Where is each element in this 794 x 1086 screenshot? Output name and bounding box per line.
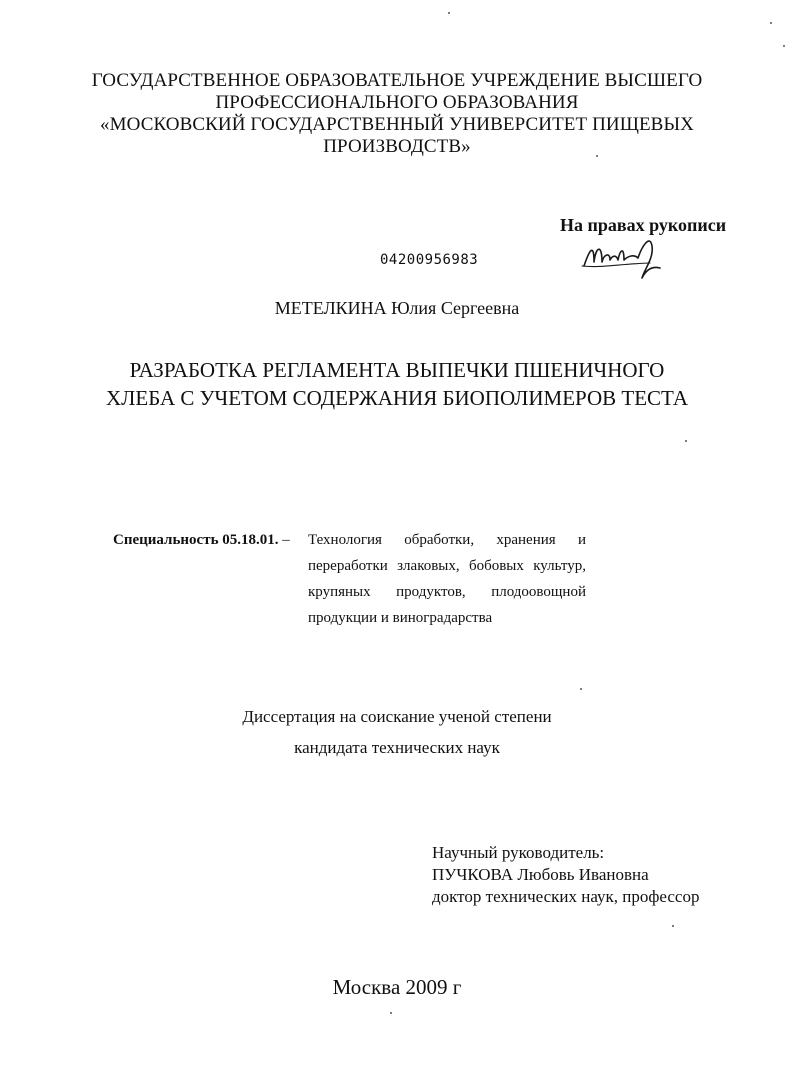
degree-line-2: кандидата технических наук (294, 738, 500, 757)
scan-speck (783, 45, 785, 47)
advisor-block (432, 842, 699, 908)
scan-speck (390, 1012, 392, 1014)
specialty-label (113, 527, 290, 553)
handwritten-signature (580, 236, 680, 286)
institution-line-1: ГОСУДАРСТВЕННОЕ ОБРАЗОВАТЕЛЬНОЕ УЧРЕЖДЕНИЕ ВЫСШЕГО (91, 70, 703, 91)
specialty-line-2: переработки злаковых, бобовых культур, (308, 558, 586, 574)
specialty-line-4: продукции и виноградарства (308, 610, 493, 626)
thesis-title-line-1: РАЗРАБОТКА РЕГЛАМЕНТА ВЫПЕЧКИ ПШЕНИЧНОГО (129, 358, 665, 382)
institution-line-4: ПРОИЗВОДСТВ» (323, 136, 471, 157)
advisor-role: Научный руководитель: (432, 843, 605, 862)
place-year: Москва 2009 г (332, 975, 462, 999)
scan-speck (596, 155, 598, 157)
degree-line-1: Диссертация на соискание ученой степени (242, 707, 552, 726)
specialty-line-1: Технология обработки, хранения и (308, 532, 586, 548)
specialty-dash: – (278, 532, 290, 548)
registration-number: 04200956983 (380, 252, 479, 268)
specialty-code: Специальность 05.18.01. (113, 532, 279, 548)
scan-speck (685, 440, 687, 442)
manuscript-note: На правах рукописи (560, 215, 727, 235)
advisor-credentials: доктор технических наук, профессор (432, 887, 700, 906)
thesis-title-line-2: ХЛЕБА С УЧЕТОМ СОДЕРЖАНИЯ БИОПОЛИМЕРОВ ТЕСТА (105, 386, 688, 410)
advisor-name: ПУЧКОВА Любовь Ивановна (432, 865, 649, 884)
specialty-line-3: крупяных продуктов, плодоовощной (308, 584, 586, 600)
specialty-description (308, 527, 586, 631)
scan-speck (448, 12, 450, 14)
institution-line-3: «МОСКОВСКИЙ ГОСУДАРСТВЕННЫЙ УНИВЕРСИТЕТ ПИЩЕВЫХ (100, 114, 694, 135)
scan-speck (770, 22, 772, 24)
institution-line-2: ПРОФЕССИОНАЛЬНОГО ОБРАЗОВАНИЯ (215, 92, 579, 113)
author-name: МЕТЕЛКИНА Юлия Сергеевна (274, 298, 520, 318)
scan-speck (672, 925, 674, 927)
scan-speck (580, 688, 582, 690)
